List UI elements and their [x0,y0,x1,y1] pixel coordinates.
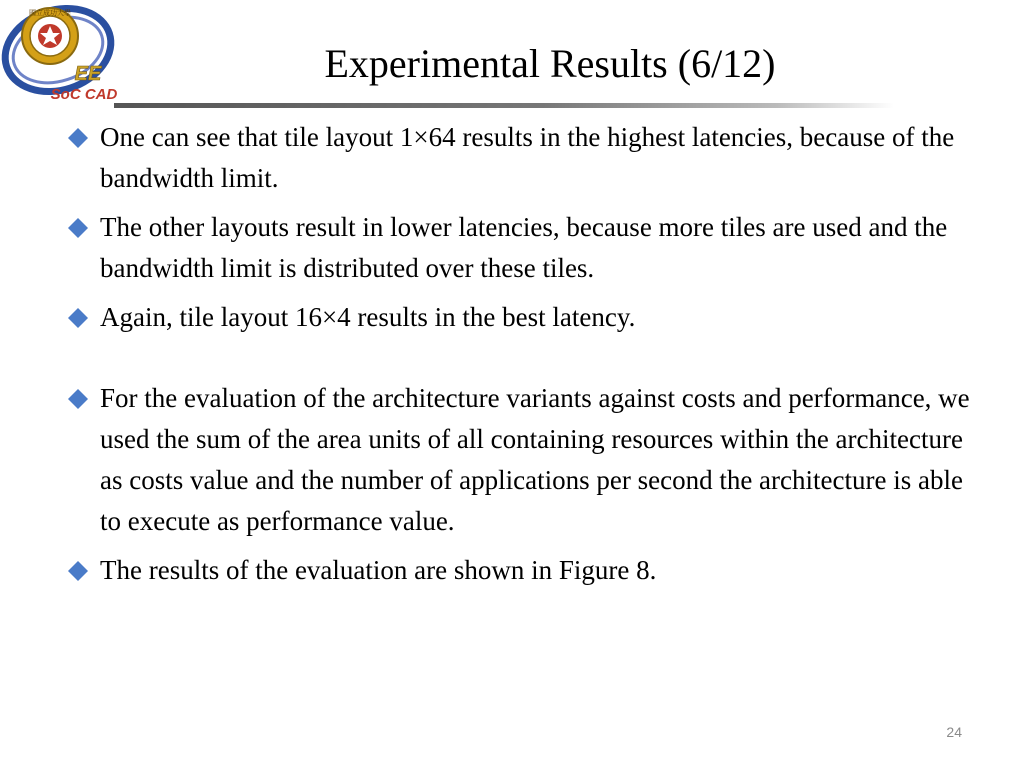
bullet-item [64,378,974,542]
ncku-ee-soc-cad-logo [0,0,126,108]
bullet-item [64,207,974,289]
svg-text:國立成功大學: 國立成功大學 [29,9,71,17]
bullet-text: For the evaluation of the architecture variants against costs and performance, we used the sum of the area units of all containing resources within the architecture as costs value and the number of applications per second the architecture is able to execute as performance value. [100,383,970,536]
slide-title: Experimental Results (6/12) [324,41,776,86]
diamond-bullet-icon [67,307,89,329]
bullet-item [64,117,974,199]
bullet-text: One can see that tile layout 1×64 results in the highest latencies, because of the bandwidth limit. [100,122,955,193]
bullet-list [64,117,974,599]
svg-text:SoC CAD: SoC CAD [50,86,118,103]
bullet-text: Again, tile layout 16×4 results in the best latency. [100,302,636,332]
bullet-text: The other layouts result in lower latencies, because more tiles are used and the bandwidth limit is distributed over these tiles. [100,212,948,283]
svg-text:EE: EE [74,63,102,85]
diamond-bullet-icon [67,127,89,149]
title-divider [114,103,894,108]
bullet-item [64,297,974,338]
bullet-text: The results of the evaluation are shown in Figure 8. [100,555,657,585]
page-number: 24 [946,724,962,740]
diamond-bullet-icon [67,560,89,582]
diamond-bullet-icon [67,217,89,239]
bullet-item [64,550,974,591]
diamond-bullet-icon [67,388,89,410]
